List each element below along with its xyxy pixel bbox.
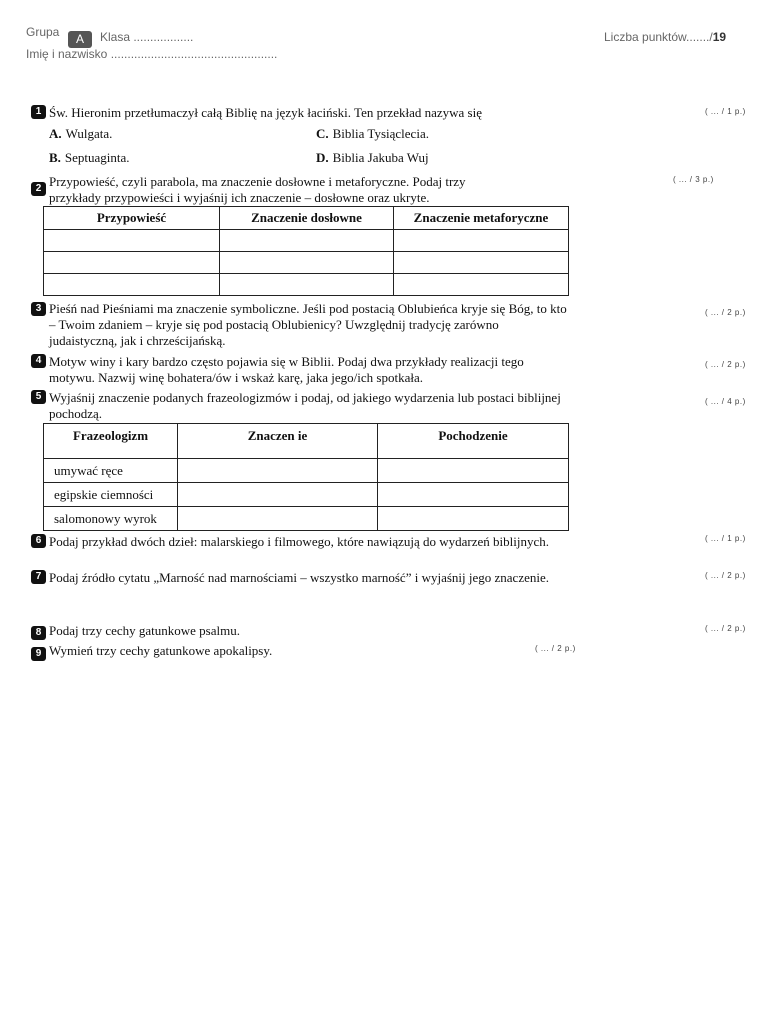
option-letter: A. bbox=[49, 126, 62, 141]
parable-table bbox=[43, 206, 569, 296]
answer-cell[interactable] bbox=[220, 274, 394, 296]
option-letter: D. bbox=[316, 150, 329, 165]
question-points: ( ... / 2 p.) bbox=[705, 308, 746, 317]
question-text: Przypowieść, czyli parabola, ma znaczenie dosłowne i metaforyczne. Podaj trzy przykłady przypowieści i wyjaśnij ich znaczenie – dosłowne oraz ukryte. bbox=[49, 174, 466, 205]
question-number: 2 bbox=[31, 182, 46, 196]
question-points: ( ... / 4 p.) bbox=[705, 397, 746, 406]
answer-cell[interactable] bbox=[44, 274, 220, 296]
answer-option-b[interactable] bbox=[49, 150, 130, 166]
table-header bbox=[178, 424, 378, 459]
option-text: Wulgata. bbox=[65, 126, 113, 141]
table-header: Znaczenie dosłowne bbox=[220, 207, 394, 230]
table-header: Pochodzenie bbox=[378, 424, 569, 459]
points-total: 19 bbox=[712, 30, 727, 44]
answer-cell[interactable] bbox=[394, 274, 569, 296]
answer-cell[interactable] bbox=[220, 230, 394, 252]
question-number: 4 bbox=[31, 354, 46, 368]
question-text: Wymień trzy cechy gatunkowe apokalipsy. bbox=[49, 643, 273, 658]
answer-cell[interactable] bbox=[378, 507, 569, 531]
answer-cell[interactable] bbox=[44, 230, 220, 252]
question-number: 1 bbox=[31, 105, 46, 119]
answer-cell[interactable] bbox=[394, 230, 569, 252]
phrase-cell: umywać ręce bbox=[44, 459, 178, 483]
option-letter: B. bbox=[49, 150, 61, 165]
answer-option-d[interactable] bbox=[316, 150, 429, 166]
points-label: Liczba punktów......./ bbox=[604, 30, 713, 44]
answer-cell[interactable] bbox=[178, 483, 378, 507]
question-points: ( ... / 2 p.) bbox=[705, 360, 746, 369]
question-points: ( ... / 1 p.) bbox=[705, 107, 746, 116]
phrase-table bbox=[43, 423, 569, 531]
question-points: ( ... / 2 p.) bbox=[535, 644, 576, 653]
group-label: Grupa bbox=[26, 25, 60, 39]
question-number: 3 bbox=[31, 302, 46, 316]
answer-option-a[interactable] bbox=[49, 126, 112, 142]
option-letter: C. bbox=[316, 126, 329, 141]
question-number: 5 bbox=[31, 390, 46, 404]
question-points: ( ... / 2 p.) bbox=[705, 624, 746, 633]
question-number: 9 bbox=[31, 647, 46, 661]
table-header-text: Znaczen ie bbox=[247, 428, 308, 443]
question-points: ( ... / 1 p.) bbox=[705, 534, 746, 543]
question-number: 7 bbox=[31, 570, 46, 584]
question-text: Pieśń nad Pieśniami ma znaczenie symboliczne. Jeśli pod postacią Oblubieńca kryje się Bóg, to kto – Twoim zdaniem – kryje się pod postacią Oblubienicy? Uwzględnij tradycję zarówno judaistyczną, jak i chrześcijańską. bbox=[49, 301, 567, 348]
phrase-cell: salomonowy wyrok bbox=[44, 507, 178, 531]
answer-cell[interactable] bbox=[394, 252, 569, 274]
option-text: Septuaginta. bbox=[64, 150, 130, 165]
option-text: Biblia Tysiąclecia. bbox=[332, 126, 429, 141]
class-field[interactable]: Klasa .................. bbox=[100, 30, 194, 44]
answer-cell[interactable] bbox=[44, 252, 220, 274]
question-number: 6 bbox=[31, 534, 46, 548]
answer-cell[interactable] bbox=[378, 483, 569, 507]
answer-cell[interactable] bbox=[220, 252, 394, 274]
question-text: Podaj źródło cytatu „Marność nad marnościami – wszystko marność” i wyjaśnij jego znaczenie. bbox=[49, 570, 549, 585]
answer-option-c[interactable] bbox=[316, 126, 429, 142]
option-text: Biblia Jakuba Wuj bbox=[332, 150, 429, 165]
table-header: Przypowieść bbox=[44, 207, 220, 230]
points-summary bbox=[604, 30, 726, 44]
answer-cell[interactable] bbox=[378, 459, 569, 483]
question-points: ( ... / 3 p.) bbox=[673, 175, 714, 184]
table-header: Znaczenie metaforyczne bbox=[394, 207, 569, 230]
question-text: Wyjaśnij znaczenie podanych frazeologizmów i podaj, od jakiego wydarzenia lub postaci biblijnej pochodzą. bbox=[49, 390, 561, 421]
question-points: ( ... / 2 p.) bbox=[705, 571, 746, 580]
phrase-cell: egipskie ciemności bbox=[44, 483, 178, 507]
name-field[interactable]: Imię i nazwisko .................................................. bbox=[26, 47, 278, 61]
answer-cell[interactable] bbox=[178, 459, 378, 483]
question-text: Podaj trzy cechy gatunkowe psalmu. bbox=[49, 623, 240, 638]
question-number: 8 bbox=[31, 626, 46, 640]
answer-cell[interactable] bbox=[178, 507, 378, 531]
question-text: Św. Hieronim przetłumaczył całą Biblię na język łaciński. Ten przekład nazywa się bbox=[49, 105, 482, 120]
group-badge: A bbox=[68, 31, 92, 48]
question-text: Podaj przykład dwóch dzieł: malarskiego i filmowego, które nawiązują do wydarzeń biblijnych. bbox=[49, 534, 549, 549]
table-header: Frazeologizm bbox=[44, 424, 178, 459]
question-text: Motyw winy i kary bardzo często pojawia się w Biblii. Podaj dwa przykłady realizacji tego motywu. Nazwij winę bohatera/ów i wskaż karę, jaka jego/ich spotkała. bbox=[49, 354, 524, 385]
